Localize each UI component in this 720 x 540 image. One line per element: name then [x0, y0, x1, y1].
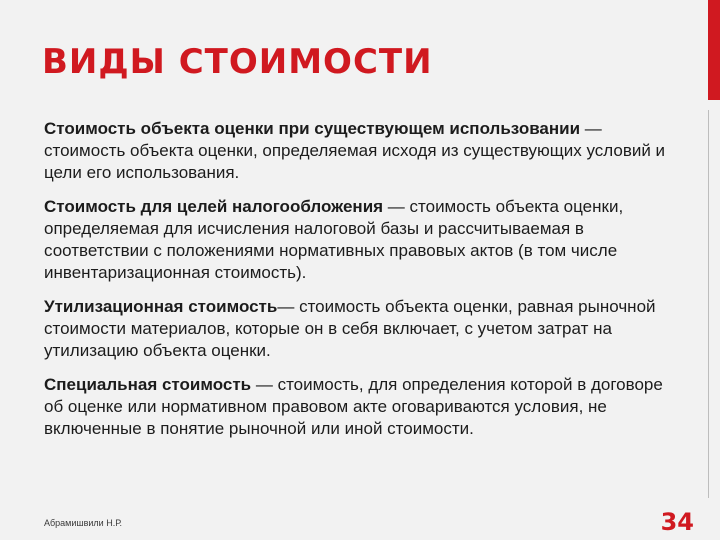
- definition-taxation: стоимость объекта оценки, определяемая для исчисления налоговой базы и рассчитываемая в соответствии с положениями нормативных правовых актов (в том числе инвентаризационная стоимость).: [44, 197, 624, 282]
- slide-title: ВИДЫ СТОИМОСТИ: [42, 42, 433, 82]
- term-disposal: Утилизационная стоимость: [44, 297, 278, 316]
- paragraph-taxation: [44, 196, 666, 284]
- separator: —: [277, 297, 300, 316]
- term-existing-use: Стоимость объекта оценки при существующем использовании: [44, 119, 581, 138]
- slide-content: [44, 118, 666, 452]
- accent-bar: [708, 0, 720, 100]
- paragraph-existing-use: [44, 118, 666, 184]
- definition-existing-use: стоимость объекта оценки, определяемая исходя из существующих условий и цели его использования.: [44, 141, 666, 182]
- separator: —: [251, 375, 278, 394]
- definition-disposal: стоимость объекта оценки, равная рыночной стоимости материалов, которые он в себя включает, с учетом затрат на утилизацию объекта оценки.: [44, 297, 656, 360]
- term-taxation: Стоимость для целей налогообложения: [44, 197, 384, 216]
- paragraph-disposal: [44, 296, 666, 362]
- paragraph-special: [44, 374, 666, 440]
- page-number: 34: [660, 508, 694, 536]
- term-special: Специальная стоимость: [44, 375, 252, 394]
- author-credit: Абрамишвили Н.Р.: [44, 518, 122, 528]
- definition-special: стоимость, для определения которой в договоре об оценке или нормативном правовом акте оговариваются условия, не включенные в понятие рыночной или иной стоимости.: [44, 375, 663, 438]
- separator: —: [580, 119, 602, 138]
- slide-divider: [708, 110, 709, 498]
- separator: —: [383, 197, 410, 216]
